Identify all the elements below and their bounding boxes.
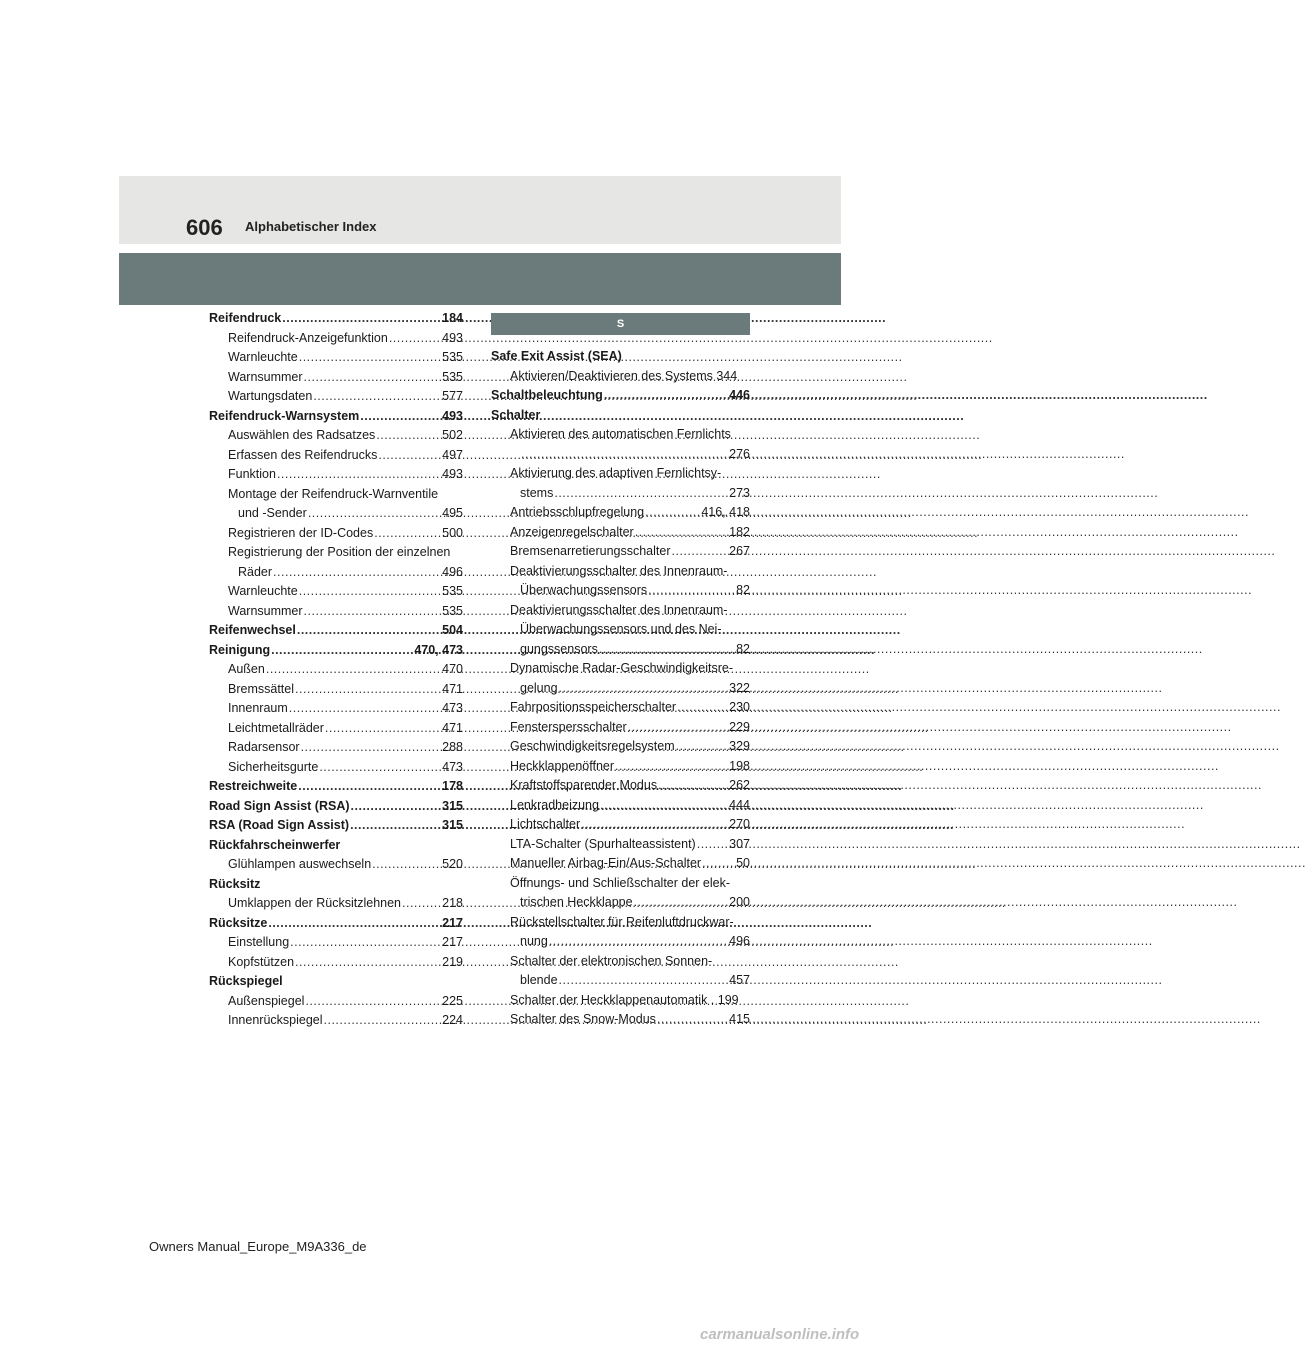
index-entry xyxy=(209,504,463,524)
index-entry-term: Aktivierung des adaptiven Fernlichtsy- xyxy=(510,466,722,480)
index-entry xyxy=(209,660,463,680)
index-entry-page: 329 xyxy=(729,739,750,753)
index-entry xyxy=(209,855,463,875)
index-entry-term: Schalter xyxy=(491,407,541,422)
index-entry xyxy=(491,815,750,835)
leader-dots xyxy=(351,797,442,817)
index-entry xyxy=(209,914,463,934)
leader-dots xyxy=(374,524,441,544)
index-entry xyxy=(209,953,463,973)
index-entry-term: Überwachungssensors und des Nei- xyxy=(520,622,722,636)
index-entry-term: Bremssättel xyxy=(228,681,294,696)
leader-dots xyxy=(350,816,441,836)
index-entry-page: 182 xyxy=(729,524,750,539)
index-entry-term: Schalter der Heckklappenautomatik . 199 xyxy=(510,992,739,1007)
index-entry-page: 473 xyxy=(442,759,463,774)
leader-dots xyxy=(268,914,441,934)
index-entry-page: 267 xyxy=(729,544,750,558)
index-entry-term: Reifendruck-Anzeigefunktion xyxy=(228,330,388,345)
index-entry xyxy=(491,484,750,504)
index-entry-term: Montage der Reifendruck-Warnventile xyxy=(228,486,439,501)
leader-dots xyxy=(304,602,442,622)
index-entry-page: 502 xyxy=(442,428,463,442)
index-entry-term: Dynamische Radar-Geschwindigkeitsre- xyxy=(510,661,733,675)
leader-dots xyxy=(277,465,441,485)
index-entry-term: Road Sign Assist (RSA) xyxy=(209,798,350,813)
index-entry xyxy=(491,464,750,484)
index-column-left xyxy=(209,309,463,1031)
index-entry xyxy=(491,952,750,972)
index-entry-page: 444 xyxy=(729,797,750,812)
index-entry-term: Räder xyxy=(238,564,273,579)
index-entry xyxy=(491,601,750,621)
index-entry xyxy=(209,1011,463,1031)
leader-dots xyxy=(273,563,441,583)
index-entry-term: und -Sender xyxy=(238,506,307,520)
leader-dots xyxy=(389,329,441,349)
index-entry-term: Lenkradheizung xyxy=(510,797,599,812)
index-entry-term: Schalter der elektronischen Sonnen- xyxy=(510,953,713,968)
index-entry-page: 577 xyxy=(442,389,463,403)
index-entry-term: Heckklappenöffner xyxy=(510,758,615,773)
index-entry-page: 496 xyxy=(729,934,750,948)
leader-dots xyxy=(304,368,442,388)
leader-dots xyxy=(628,718,728,738)
index-entry-term: Reifendruck-Warnsystem xyxy=(209,408,360,423)
index-entry-page: 184 xyxy=(442,311,463,325)
index-entry xyxy=(491,971,750,991)
leader-dots xyxy=(648,581,735,601)
index-entry xyxy=(209,797,463,817)
index-entry-term: Außenspiegel xyxy=(228,993,305,1008)
index-entry xyxy=(209,777,463,797)
index-entry xyxy=(209,368,463,388)
index-entry-page: 535 xyxy=(442,350,463,364)
index-entry xyxy=(491,757,750,777)
index-entry-term: Deaktivierungsschalter des Innenraum- xyxy=(510,563,728,578)
index-entry xyxy=(491,347,750,367)
index-entry-page: 470, 473 xyxy=(414,642,463,657)
index-entry-term: Schaltbeleuchtung xyxy=(491,388,603,402)
index-entry xyxy=(491,854,750,874)
leader-dots xyxy=(290,933,441,953)
leader-dots xyxy=(266,660,441,680)
index-entry-term: RSA (Road Sign Assist) xyxy=(209,818,350,832)
leader-dots xyxy=(702,854,735,874)
index-entry-term: Außen xyxy=(228,662,265,676)
index-entry-page: 504 xyxy=(442,623,463,637)
index-entry xyxy=(491,503,750,523)
index-entry-page: 500 xyxy=(442,525,463,540)
index-entry-page: 535 xyxy=(442,603,463,618)
index-entry-page: 535 xyxy=(442,369,463,384)
index-entry-term: Innenrückspiegel xyxy=(228,1013,323,1027)
leader-dots xyxy=(657,1010,728,1030)
index-entry xyxy=(209,758,463,778)
index-entry-term: Geschwindigkeitsregelsystem xyxy=(510,739,675,753)
index-entry-page: 200 xyxy=(729,895,750,909)
leader-dots xyxy=(271,641,413,661)
leader-dots xyxy=(559,971,729,991)
leader-dots xyxy=(299,348,441,368)
index-entry xyxy=(491,679,750,699)
index-entry xyxy=(491,698,750,718)
index-entry xyxy=(491,932,750,952)
leader-dots xyxy=(289,699,441,719)
index-entry xyxy=(491,737,750,757)
index-entry-page: 535 xyxy=(442,584,463,598)
index-entry xyxy=(209,426,463,446)
index-entry-page: 520 xyxy=(442,857,463,871)
leader-dots xyxy=(376,426,441,446)
index-entry xyxy=(209,485,463,505)
leader-dots xyxy=(521,445,728,465)
index-column-right xyxy=(491,309,750,1030)
index-entry-page: 218 xyxy=(442,896,463,910)
index-entry xyxy=(209,719,463,739)
index-entry-term: Glühlampen auswechseln xyxy=(228,857,372,871)
index-entry-page: 288 xyxy=(442,740,463,754)
index-entry-term: Wartungsdaten xyxy=(228,389,313,403)
index-entry-term: Radarsensor xyxy=(228,740,300,754)
index-entry-page: 178 xyxy=(442,779,463,793)
leader-dots xyxy=(615,757,728,777)
index-entry-term: Aktivieren des automatischen Fernlichts xyxy=(510,427,731,441)
footer-manual-id: Owners Manual_Europe_M9A336_de xyxy=(149,1239,367,1254)
index-entry xyxy=(491,991,750,1011)
index-entry-page: 198 xyxy=(729,758,750,773)
index-entry-term: Registrierung der Position der einzelnen xyxy=(228,545,451,559)
index-entry-term: Reinigung xyxy=(209,642,271,657)
index-entry xyxy=(491,835,750,855)
title-bar xyxy=(119,253,841,305)
index-entry xyxy=(209,738,463,758)
index-entry-term: LTA-Schalter (Spurhalteassistent) xyxy=(510,836,696,851)
index-entry-term: Rückfahrscheinwerfer xyxy=(209,837,341,852)
leader-dots xyxy=(554,484,728,504)
index-entry-term: Schalter des Snow-Modus xyxy=(510,1012,656,1026)
index-entry xyxy=(209,680,463,700)
leader-dots xyxy=(325,719,441,739)
index-entry-page: 276 xyxy=(729,446,750,461)
index-entry xyxy=(209,894,463,914)
leader-dots xyxy=(559,679,729,699)
index-entry-term: Öffnungs- und Schließschalter der elek- xyxy=(510,875,731,890)
index-entry xyxy=(491,523,750,543)
index-entry xyxy=(491,640,750,660)
index-entry xyxy=(209,387,463,407)
index-entry-page: 471 xyxy=(442,720,463,735)
leader-dots xyxy=(634,893,729,913)
leader-dots xyxy=(378,446,441,466)
index-entry-page: 315 xyxy=(442,818,463,832)
index-entries-s xyxy=(491,347,750,1030)
leader-dots xyxy=(295,953,441,973)
index-entry-term: Antriebsschlupfregelung xyxy=(510,505,645,519)
index-entry-page: 82 xyxy=(736,641,750,656)
index-entry xyxy=(209,329,463,349)
index-entry-term: Rückstellschalter für Reifenluftdruckwar- xyxy=(510,914,734,929)
index-entry-term: Fahrpositionsspeicherschalter xyxy=(510,700,677,714)
index-entry-page: 471 xyxy=(442,681,463,696)
leader-dots xyxy=(299,582,441,602)
leader-dots xyxy=(313,387,441,407)
index-entry xyxy=(209,524,463,544)
index-entry xyxy=(491,796,750,816)
index-entry-page: 225 xyxy=(442,993,463,1008)
index-entry-term: Safe Exit Assist (SEA) xyxy=(491,349,622,363)
index-entry-page: 493 xyxy=(442,467,463,481)
index-entry-term: Manueller Airbag-Ein/Aus-Schalter xyxy=(510,856,702,870)
index-entry-page: 493 xyxy=(442,330,463,345)
index-entry xyxy=(209,992,463,1012)
index-entry-term: Bremsenarretierungsschalter xyxy=(510,544,671,558)
index-entry xyxy=(209,563,463,583)
index-entry-term: Kraftstoffsparender Modus xyxy=(510,778,658,792)
index-entry-page: 50 xyxy=(736,856,750,870)
index-entry-term: Rücksitze xyxy=(209,915,268,930)
index-entry-page: 457 xyxy=(729,973,750,987)
index-entry xyxy=(209,309,463,329)
index-entry-page: 217 xyxy=(442,915,463,930)
index-entry-page: 217 xyxy=(442,935,463,949)
leader-dots xyxy=(297,621,441,641)
index-entry xyxy=(209,836,463,856)
index-entry xyxy=(209,582,463,602)
index-entry-term: Innenraum xyxy=(228,701,288,715)
index-entry-page: 82 xyxy=(736,583,750,597)
index-entry-page: 470 xyxy=(442,662,463,676)
leader-dots xyxy=(677,698,728,718)
leader-dots xyxy=(581,815,728,835)
index-entry-term: nung xyxy=(520,934,548,948)
index-entry-term: Erfassen des Reifendrucks xyxy=(228,447,378,462)
leader-dots xyxy=(295,680,441,700)
index-entry-term: Warnleuchte xyxy=(228,584,298,598)
index-entry-term: Umklappen der Rücksitzlehnen xyxy=(228,896,402,910)
index-entry xyxy=(491,659,750,679)
index-entry-term: Warnsummer xyxy=(228,603,303,618)
leader-dots xyxy=(324,1011,442,1031)
index-entry xyxy=(491,562,750,582)
index-entry xyxy=(491,776,750,796)
index-entry xyxy=(491,406,750,426)
index-entry-term: Rücksitz xyxy=(209,876,261,891)
leader-dots xyxy=(282,309,441,329)
index-entry-page: 496 xyxy=(442,564,463,579)
page-number: 606 xyxy=(186,215,223,240)
index-entry-page: 219 xyxy=(442,954,463,969)
leader-dots xyxy=(672,542,729,562)
index-entry-term: Warnleuchte xyxy=(228,350,298,364)
leader-dots xyxy=(301,738,442,758)
leader-dots xyxy=(402,894,441,914)
index-entry-page: 230 xyxy=(729,700,750,714)
index-entry xyxy=(209,641,463,661)
index-entry-term: blende xyxy=(520,973,558,987)
index-entry xyxy=(209,972,463,992)
index-entry xyxy=(209,446,463,466)
leader-dots xyxy=(635,523,728,543)
index-entry-page: 495 xyxy=(442,506,463,520)
index-entry-term: gelung xyxy=(520,680,558,695)
index-entry xyxy=(491,581,750,601)
index-entry-term: Sicherheitsgurte xyxy=(228,759,319,774)
index-entry xyxy=(209,407,463,427)
index-entry-term: Restreichweite xyxy=(209,779,298,793)
leader-dots xyxy=(600,796,728,816)
index-entry xyxy=(209,465,463,485)
index-entry-term: Reifendruck xyxy=(209,311,282,325)
index-entry xyxy=(491,425,750,445)
letter-heading-s: S xyxy=(491,313,750,335)
index-entry xyxy=(209,543,463,563)
index-entry-term: Auswählen des Radsatzes xyxy=(228,428,376,442)
leader-dots xyxy=(604,386,728,406)
index-entry-page: 473 xyxy=(442,701,463,715)
index-entry-term: Anzeigenregelschalter xyxy=(510,524,634,539)
index-entry xyxy=(491,367,750,387)
leader-dots xyxy=(676,737,728,757)
leader-dots xyxy=(549,932,728,952)
index-entry xyxy=(209,816,463,836)
leader-dots xyxy=(599,640,735,660)
leader-dots xyxy=(305,992,441,1012)
index-entry xyxy=(491,913,750,933)
index-entry-term: Aktivieren/Deaktivieren des Systems 344 xyxy=(510,368,738,383)
leader-dots xyxy=(360,407,441,427)
index-entry-term: Einstellung xyxy=(228,935,290,949)
index-entry-term: Deaktivierungsschalter des Innenraum- xyxy=(510,602,728,617)
leader-dots xyxy=(319,758,441,778)
index-entry-term: gungssensors xyxy=(520,641,598,656)
index-entry-term: Kopfstützen xyxy=(228,954,295,969)
index-entry-term: Leichtmetallräder xyxy=(228,720,324,735)
index-entry-page: 493 xyxy=(442,408,463,423)
index-entry-term: Rückspiegel xyxy=(209,974,283,988)
leader-dots xyxy=(308,504,441,524)
index-entry xyxy=(209,875,463,895)
index-entry-page: 497 xyxy=(442,447,463,462)
leader-dots xyxy=(298,777,441,797)
index-entry-term: Lichtschalter xyxy=(510,817,581,831)
index-entry-page: 229 xyxy=(729,719,750,734)
index-entry-page: 446 xyxy=(729,388,750,402)
index-entry-term: Warnsummer xyxy=(228,369,303,384)
index-entry xyxy=(209,348,463,368)
index-entry xyxy=(209,699,463,719)
index-entry-page: 322 xyxy=(729,680,750,695)
section-title: Alphabetischer Index xyxy=(245,219,377,234)
index-entry xyxy=(491,620,750,640)
index-entry-term: Funktion xyxy=(228,467,276,481)
leader-dots xyxy=(372,855,441,875)
index-entry-term: trischen Heckklappe xyxy=(520,895,633,909)
index-entry-term: Überwachungssensors xyxy=(520,583,648,597)
index-entry xyxy=(209,602,463,622)
index-entry-term: Registrieren der ID-Codes xyxy=(228,525,374,540)
index-entry xyxy=(491,718,750,738)
index-entry xyxy=(491,893,750,913)
index-entry xyxy=(491,445,750,465)
leader-dots xyxy=(658,776,728,796)
index-entry-page: 270 xyxy=(729,817,750,831)
header-band xyxy=(119,176,841,244)
index-entry xyxy=(209,933,463,953)
index-entry-term: Reifenwechsel xyxy=(209,623,296,637)
index-entry-page: 224 xyxy=(442,1013,463,1027)
index-entry-term: Fensterspersschalter xyxy=(510,719,627,734)
index-entry-page: 273 xyxy=(729,485,750,500)
index-entry-page: 307 xyxy=(729,836,750,851)
leader-dots xyxy=(645,503,700,523)
index-entry-page: 416, 418 xyxy=(701,505,750,519)
index-entry xyxy=(491,1010,750,1030)
index-entry xyxy=(491,542,750,562)
index-entry-term: stems xyxy=(520,485,554,500)
index-entry xyxy=(491,386,750,406)
index-entry-page: 262 xyxy=(729,778,750,792)
watermark: carmanualsonline.info xyxy=(700,1326,860,1343)
index-entry xyxy=(491,874,750,894)
index-entry-page: 415 xyxy=(729,1012,750,1026)
index-entry-page: 315 xyxy=(442,798,463,813)
index-entry xyxy=(209,621,463,641)
leader-dots xyxy=(697,835,728,855)
